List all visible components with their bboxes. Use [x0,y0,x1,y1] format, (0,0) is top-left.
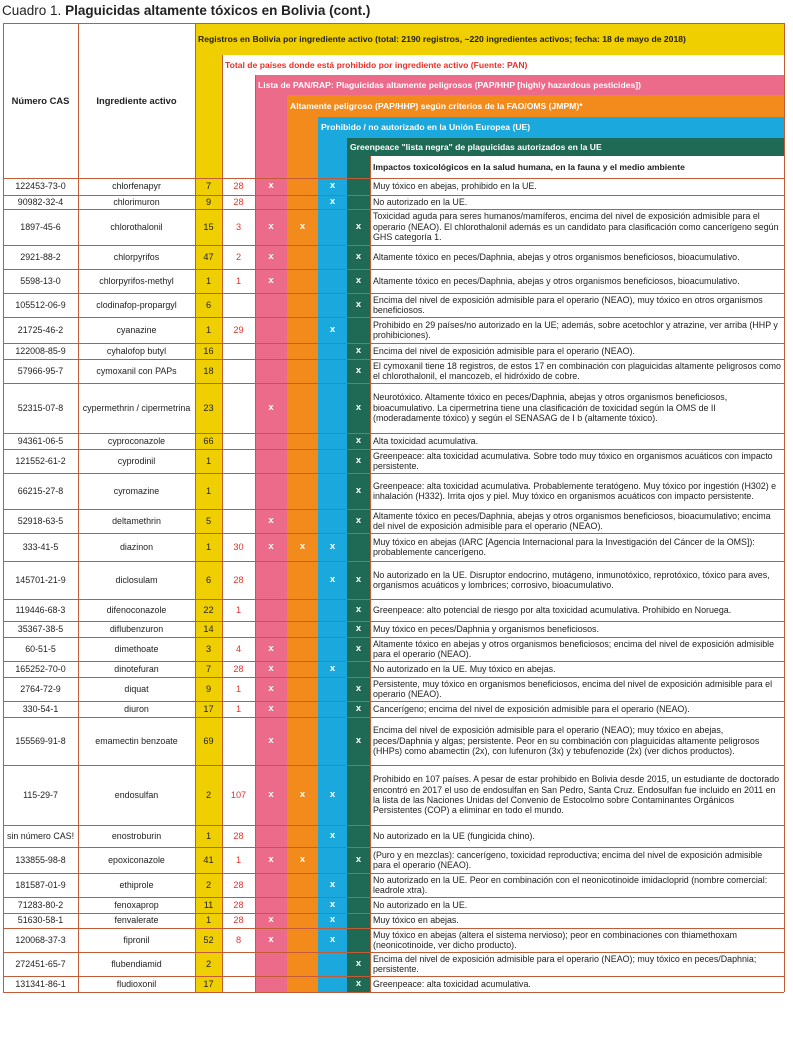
grid-line [222,55,223,992]
grid-line [3,23,4,992]
registros-count: 15 [203,221,214,232]
registros-count: 1 [205,541,212,552]
impact-text: Persistente, muy tóxico en organismos beneficiosos, encima del nivel de exposición admisible para el operario (NEAO). [370,677,784,701]
cas-number: 51630-58-1 [17,915,64,926]
impact-text: (Puro y en mezclas): cancerígeno, toxicidad reproductiva; encima del nivel de exposición admisible para el operario (NEAO). [370,847,784,873]
grid-line [3,847,784,848]
paises-count: 28 [233,899,244,910]
ingredient-name: flubendiamid [111,958,162,969]
paises-count [222,473,255,509]
impact-text: Muy tóxico en abejas (altera el sistema nervioso); peor en combinaciones con thiamethoxam (neonicotinoide, ver dicho producto). [370,928,784,952]
header-ingredient: Ingrediente activo [78,23,195,178]
grid-line [3,359,784,360]
grid-line [3,717,784,718]
pan-mark: x [268,514,274,526]
impact-text: Muy tóxico en abejas (IARC [Agencia Internacional para la Investigación del Cáncer de la OMS]): probablemente cancerígeno. [370,533,784,561]
ingredient-name: chlorfenapyr [112,181,161,192]
grid-line [3,533,784,534]
impact-text: Prohibido en 29 países/no autorizado en la UE; además, sobre acetochlor y atrazine, ver arriba (HHP y prohibiciones). [370,317,784,343]
registros-count: 9 [205,196,212,207]
grid-line [370,156,371,992]
cas-number: 5598-13-0 [20,275,61,286]
ingredient-name: diazinon [119,541,154,552]
impact-text: No autorizado en la UE (fungicida chino). [370,825,784,847]
registros-count: 6 [205,574,212,585]
cas-number: 105512-06-9 [15,299,66,310]
paises-count: 28 [233,663,244,674]
grid-line [3,637,784,638]
registros-count: 18 [203,365,214,376]
cas-number: 2764-72-9 [20,683,61,694]
paises-count [222,293,255,317]
grid-line [3,449,784,450]
paises-count [222,717,255,765]
ingredient-name: fenvalerate [114,915,159,926]
pan-mark: x [268,914,274,926]
ue-mark: x [329,898,336,910]
pan-mark: x [268,220,274,232]
impact-text: Greenpeace: alta toxicidad acumulativa. [370,976,784,992]
paises-count: 107 [230,789,247,800]
paises-count [222,952,255,976]
grid-line [3,383,784,384]
grid-line [3,976,784,977]
pan-mark: x [268,933,274,945]
ingredient-name: chlorpyrifos-methyl [99,275,174,286]
cas-number: 1897-45-6 [20,221,61,232]
impact-text: No autorizado en la UE. Peor en combinación con el neonicotinoide imidacloprid (nombre comercial: leadrole xtra). [370,873,784,897]
grid-line [3,293,784,294]
registros-count: 3 [205,643,212,654]
fao-mark: x [299,220,306,232]
impact-text: No autorizado en la UE. [370,897,784,913]
grid-line [3,509,784,510]
impact-text: Muy tóxico en abejas. [370,913,784,928]
paises-count: 28 [233,181,244,192]
paises-count: 1 [235,703,242,714]
cas-number: 165252-70-0 [15,663,66,674]
cas-number: 272451-65-7 [15,958,66,969]
registros-count: 14 [203,623,214,634]
registros-count: 2 [205,789,212,800]
grid-line [3,765,784,766]
gp-mark: x [355,250,362,262]
grid-line [3,343,784,344]
cas-number: 71283-80-2 [17,899,64,910]
registros-count: 1 [205,915,212,926]
paises-count [222,976,255,992]
grid-line [3,897,784,898]
cas-number: 133855-98-8 [15,854,66,865]
pesticide-table [0,23,790,1054]
ingredient-name: emamectin benzoate [95,735,178,746]
header-pan: Lista de PAN/RAP: Plaguicidas altamente peligrosos (PAP/HHP [highly hazardous pesticides]) [255,75,784,95]
ingredient-name: diclosulam [115,574,158,585]
ingredient-name: enostroburin [111,830,162,841]
pan-mark: x [268,662,274,674]
gp-mark: x [355,957,362,969]
ue-mark: x [329,914,336,926]
grid-line [3,701,784,702]
grid-line [3,561,784,562]
registros-count: 9 [205,683,212,694]
ue-mark: x [329,662,336,674]
header-cas: Número CAS [3,23,78,178]
registros-count: 1 [205,830,212,841]
pan-mark: x [268,853,274,865]
ue-mark: x [329,788,336,800]
grid-line [3,661,784,662]
impact-text: No autorizado en la UE. [370,195,784,209]
grid-line [195,23,196,992]
paises-count: 2 [235,251,242,262]
pan-mark: x [268,788,274,800]
cas-number: 122453-73-0 [15,181,66,192]
ue-mark: x [329,878,336,890]
impact-text: Encima del nivel de exposición admisible para el operario (NEAO); muy tóxico en abejas, peces/Daphnia y algas; persistente. Peor en su combinación con plaguicidas altamente peligrosos (HHPs) como abamectin (2x), con lufenuron (3x) y tebufenozide (2x) (ver dichos productos). [370,717,784,765]
impact-text: Alta toxicidad acumulativa. [370,433,784,449]
pan-mark: x [268,274,274,286]
grid-line [3,195,784,196]
impact-text: Altamente tóxico en peces/Daphnia, abejas y otros organismos beneficiosos, bioacumulativo. [370,245,784,269]
ingredient-name: epoxiconazole [108,854,165,865]
ingredient-name: chlorpyrifos [113,251,160,262]
gp-mark: x [355,603,362,615]
impact-text: Toxicidad aguda para seres humanos/mamíferos, encima del nivel de exposición admisible para el operario (NEAO). El chlorothalonil además es un candidato para clasificación como cancerígeno según GHS categoría 1. [370,209,784,245]
cas-number: 2921-88-2 [20,251,61,262]
grid-line [255,75,256,992]
cas-number: 155569-91-8 [15,735,66,746]
pan-mark: x [268,682,274,694]
gp-mark: x [355,734,362,746]
gp-mark: x [355,401,362,413]
ingredient-name: cymoxanil con PAPs [96,365,177,376]
cas-number: 115-29-7 [23,789,58,800]
registros-count: 1 [205,455,212,466]
registros-count: 17 [203,978,214,989]
impact-text: Encima del nivel de exposición admisible para el operario (NEAO). [370,343,784,359]
gp-mark: x [355,702,362,714]
paises-count: 30 [233,541,244,552]
cas-number: 330-54-1 [22,703,59,714]
cas-number: 60-51-5 [25,643,56,654]
paises-count [222,343,255,359]
gp-mark: x [355,622,362,634]
grid-line [3,23,78,24]
impact-text: Greenpeace: alta toxicidad acumulativa. Probablemente teratógeno. Muy tóxico por ingestión (H302) e inhalación (H332). Irrita ojos y piel. Muy tóxico en organismos acuáticos con impacto persistente. [370,473,784,509]
gp-mark: x [355,298,362,310]
grid-line [3,317,784,318]
ingredient-name: cypermethrin / cipermetrina [82,402,191,413]
registros-count: 7 [205,181,212,192]
table-title [2,1,370,21]
impact-text: El cymoxanil tiene 18 registros, de estos 17 en combinación con plaguicidas altamente peligrosos como el chlorothalonil, el mancozeb, el hidróxido de cobre. [370,359,784,383]
paises-count: 28 [233,574,244,585]
cas-number: 90982-32-4 [17,196,64,207]
ingredient-name: cyanazine [116,324,157,335]
grid-line [3,209,784,210]
fao-mark: x [299,853,306,865]
grid-line [3,825,784,826]
registros-count: 1 [205,275,212,286]
table-number: Cuadro 1. [2,3,62,18]
cas-number: 131341-86-1 [15,978,66,989]
registros-count: 47 [203,251,214,262]
grid-line [3,992,784,993]
registros-count: 66 [203,435,214,446]
header-impactos: Impactos toxicológicos en la salud humana, en la fauna y el medio ambiente [370,156,784,178]
ingredient-name: fipronil [123,934,150,945]
impact-text: No autorizado en la UE. Disruptor endocrino, mutágeno, inmunotóxico, reprotóxico, tóxico para aves, organismos acuáticos y lombrices; corrosivo, bioacumulativo. [370,561,784,599]
ue-mark: x [329,180,336,192]
ue-mark: x [329,323,336,335]
grid-line [78,23,784,24]
gp-mark: x [355,514,362,526]
header-ue: Prohibido / no autorizado en la Unión Europea (UE) [318,117,784,138]
cas-number: 145701-21-9 [15,574,66,585]
ingredient-name: cyhalofop butyl [106,345,167,356]
cas-number: 57966-95-7 [17,365,64,376]
grid-line [3,928,784,929]
header-greenpeace: Greenpeace "lista negra" de plaguicidas autorizados en la UE [347,138,784,156]
ingredient-name: fludioxonil [116,978,157,989]
impact-text: Muy tóxico en peces/Daphnia y organismos beneficiosos. [370,621,784,637]
paises-count: 1 [235,275,242,286]
paises-count: 8 [235,934,242,945]
ingredient-name: cyromazine [113,485,160,496]
impact-text: Cancerígeno; encima del nivel de exposición admisible para el operario (NEAO). [370,701,784,717]
ingredient-name: dimethoate [114,643,159,654]
registros-count: 16 [203,345,214,356]
ue-mark: x [329,540,336,552]
registros-count: 1 [205,324,212,335]
grid-line [3,621,784,622]
cas-number: 333-41-5 [22,541,59,552]
header-paises: Total de países donde está prohibido por ingrediente activo (Fuente: PAN) [222,55,784,75]
cas-number: 21725-46-2 [17,324,64,335]
impact-text: No autorizado en la UE. Muy tóxico en abejas. [370,661,784,677]
grid-line [3,473,784,474]
pan-mark: x [268,540,274,552]
cas-number: 52918-63-5 [17,515,64,526]
paises-count: 29 [233,324,244,335]
grid-line [3,952,784,953]
paises-count: 4 [235,643,242,654]
grid-line [3,433,784,434]
gp-mark: x [355,220,362,232]
ingredient-name: endosulfan [114,789,159,800]
registros-count: 17 [203,703,214,714]
registros-count: 41 [203,854,214,865]
grid-line [784,23,785,992]
grid-line [3,677,784,678]
cas-number: 35367-38-5 [17,623,64,634]
registros-count: 52 [203,934,214,945]
registros-count: 2 [205,879,212,890]
grid-line [3,178,784,179]
grid-line [3,269,784,270]
paises-count [222,359,255,383]
impact-text: Altamente tóxico en peces/Daphnia, abejas y otros organismos beneficiosos, bioacumulativo. [370,269,784,293]
impact-text: Greenpeace: alto potencial de riesgo por alta toxicidad acumulativa. Prohibido en Noruega. [370,599,784,621]
cas-number: 94361-06-5 [17,435,64,446]
impact-text: Encima del nivel de exposición admisible para el operario (NEAO); muy tóxico en peces/Daphnia; persistente. [370,952,784,976]
gp-mark: x [355,853,362,865]
impact-text: Altamente tóxico en peces/Daphnia, abejas y otros organismos beneficiosos, bioacumulativo; encima del nivel de exposición admisible para el operario (NEAO). [370,509,784,533]
registros-count: 6 [205,299,212,310]
impact-text: Altamente tóxico en abejas y otros organismos beneficiosos; encima del nivel de exposición admisible para el operario (NEAO). [370,637,784,661]
impact-text: Neurotóxico. Altamente tóxico en peces/Daphnia, abejas y otros organismos beneficiosos, bioacumulativo. La cipermetrina tiene una clasificación de toxicidad según la OMS de II (moderadamente tóxico) y según el SENASAG de I b (altamente tóxico). [370,383,784,433]
pan-mark: x [268,734,274,746]
cas-number: 181587-01-9 [15,879,66,890]
gp-mark: x [355,454,362,466]
gp-mark: x [355,434,362,446]
ingredient-name: ethiprole [119,879,154,890]
grid-line [78,23,79,992]
ingredient-name: deltamethrin [112,515,161,526]
ingredient-name: cyprodinil [117,455,156,466]
paises-count [222,449,255,473]
pan-mark: x [268,401,274,413]
cas-number: 120068-37-3 [15,934,66,945]
paises-count: 28 [233,830,244,841]
pan-mark: x [268,642,274,654]
registros-count: 2 [205,958,212,969]
grid-line [3,913,784,914]
cas-number: sin número CAS! [6,830,75,841]
ue-mark: x [329,195,336,207]
fao-mark: x [299,540,306,552]
impact-text: Prohibido en 107 países. A pesar de estar prohibido en Bolivia desde 2015, un estudiante de doctorado encontró en 2017 el uso de endosulfan en San Pedro, Santa Cruz. Endosulfan fue incluido en 2011 en la lista de las Naciones Unidas del Convenio de Estocolmo sobre Contaminantes Orgánicos Persistentes (COP) a eliminar en todo el mundo. [370,765,784,825]
registros-count: 5 [205,515,212,526]
cas-number: 119446-68-3 [15,604,66,615]
cas-number: 122008-85-9 [15,345,66,356]
ingredient-name: fenoxaprop [114,899,159,910]
gp-mark: x [355,344,362,356]
pan-mark: x [268,180,274,192]
registros-count: 69 [203,735,214,746]
gp-mark: x [355,484,362,496]
paises-count: 28 [233,915,244,926]
ingredient-name: diuron [124,703,149,714]
ingredient-name: diquat [124,683,149,694]
paises-count [222,509,255,533]
paises-count: 1 [235,604,242,615]
paises-count: 3 [235,221,242,232]
registros-count: 11 [203,899,214,910]
ingredient-name: dinotefuran [114,663,159,674]
grid-line [3,599,784,600]
cas-number: 66215-27-8 [17,485,64,496]
paises-count: 1 [235,854,242,865]
registros-count: 1 [205,485,212,496]
cas-number: 52315-07-8 [17,402,64,413]
paises-count: 1 [235,683,242,694]
impact-text: Muy tóxico en abejas, prohibido en la UE. [370,178,784,195]
ingredient-name: chlorimuron [113,196,160,207]
header-registros: Registros en Bolivia por ingrediente activo (total: 2190 registros, ~220 ingredientes activos; fecha: 18 de mayo de 2018) [195,23,784,55]
header-fao: Altamente peligroso (PAP/HHP) según criterios de la FAO/OMS (JMPM)* [287,95,784,117]
paises-count [222,433,255,449]
fao-mark: x [299,788,306,800]
gp-mark: x [355,682,362,694]
paises-count: 28 [233,879,244,890]
paises-count: 28 [233,196,244,207]
impact-text: Encima del nivel de exposición admisible para el operario (NEAO), muy tóxico en otros organismos beneficiosos. [370,293,784,317]
ue-mark: x [329,933,336,945]
ingredient-name: difenoconazole [106,604,167,615]
impact-text: Greenpeace: alta toxicidad acumulativa. Sobre todo muy tóxico en organismos acuáticos con impacto persistente. [370,449,784,473]
registros-count: 23 [203,402,214,413]
registros-count: 22 [203,604,214,615]
ingredient-name: clodinafop-propargyl [96,299,177,310]
pan-mark: x [268,250,274,262]
ingredient-name: cyproconazole [107,435,166,446]
ingredient-name: chlorothalonil [110,221,163,232]
registros-count: 7 [205,663,212,674]
ue-mark: x [329,573,336,585]
table-heading: Plaguicidas altamente tóxicos en Bolivia (cont.) [65,3,371,18]
paises-count [222,383,255,433]
gp-mark: x [355,977,362,989]
paises-count [222,621,255,637]
grid-line [3,245,784,246]
ingredient-name: diflubenzuron [109,623,164,634]
gp-mark: x [355,642,362,654]
ue-mark: x [329,829,336,841]
gp-mark: x [355,274,362,286]
grid-line [3,873,784,874]
pan-mark: x [268,702,274,714]
gp-mark: x [355,573,362,585]
cas-number: 121552-61-2 [15,455,66,466]
gp-mark: x [355,364,362,376]
